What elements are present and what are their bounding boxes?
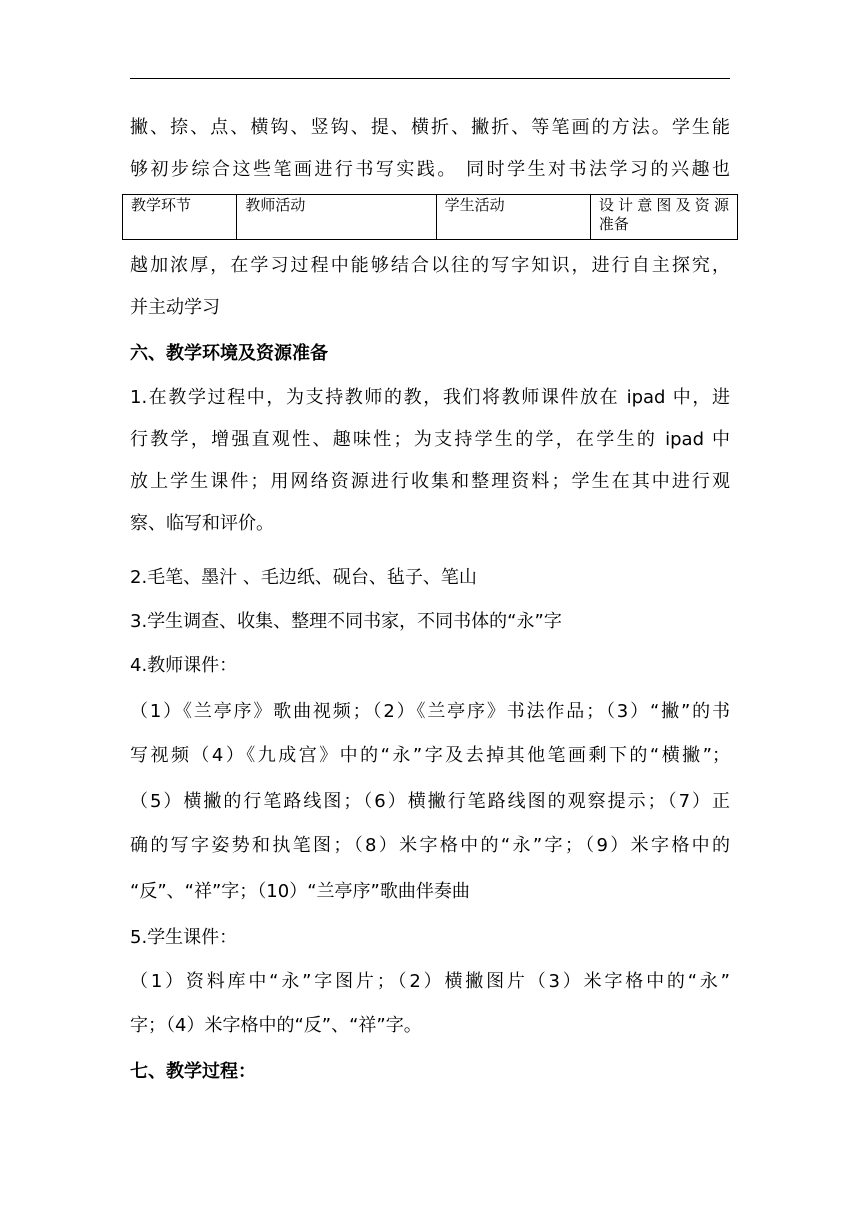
paragraph-line: 确的写字姿势和执笔图；（8）米字格中的“永”字；（9）米字格中的: [130, 835, 730, 856]
paragraph-line: 察、临写和评价。: [130, 513, 274, 534]
paragraph-line: 1.在教学过程中，为支持教师的教，我们将教师课件放在 ipad 中，进: [130, 387, 730, 408]
table-header-cell: 教师活动: [237, 195, 436, 240]
section-heading: 六、教学环境及资源准备: [130, 343, 328, 364]
table-header-text: 准备: [598, 215, 629, 233]
paragraph-line: “反”、“祥”字；（10）“兰亭序”歌曲伴奏曲: [130, 881, 470, 902]
lesson-plan-table: [122, 194, 738, 240]
paragraph-line: 并主动学习: [130, 297, 220, 318]
header-rule: [130, 78, 730, 79]
section-heading: 七、教学过程：: [130, 1061, 256, 1082]
list-item: 2.毛笔、墨汁 、毛边纸、砚台、毡子、笔山: [130, 567, 477, 588]
table-header-cell: 学生活动: [436, 195, 590, 240]
list-item: 3.学生调查、收集、整理不同书家，不同书体的“永”字: [130, 611, 562, 632]
table-header-text: 设计意图及资源: [598, 196, 729, 214]
paragraph-line: （1）《兰亭序》歌曲视频；（2）《兰亭序》书法作品；（3）“撇”的书: [130, 701, 730, 722]
table-header-cell: [590, 195, 737, 240]
paragraph-line: 够初步综合这些笔画进行书写实践。 同时学生对书法学习的兴趣也: [130, 159, 730, 180]
paragraph-line: 放上学生课件；用网络资源进行收集和整理资料；学生在其中进行观: [130, 471, 730, 492]
paragraph-line: （1）资料库中“永”字图片；（2）横撇图片（3）米字格中的“永”: [130, 971, 730, 992]
paragraph-line: 字；（4）米字格中的“反”、“祥”字。: [130, 1015, 422, 1036]
paragraph-line: （5）横撇的行笔路线图；（6）横撇行笔路线图的观察提示；（7）正: [130, 791, 730, 812]
paragraph-line: 写视频（4）《九成宫》中的“永”字及去掉其他笔画剩下的“横撇”；: [130, 745, 730, 766]
paragraph-line: 越加浓厚，在学习过程中能够结合以往的写字知识，进行自主探究，: [130, 255, 730, 276]
paragraph-line: 撇、捺、点、横钩、竖钩、提、横折、撇折、等笔画的方法。学生能: [130, 117, 730, 138]
list-item: 5.学生课件：: [130, 927, 238, 948]
table-header-row: [123, 195, 738, 240]
paragraph-line: 行教学，增强直观性、趣味性；为支持学生的学，在学生的 ipad 中: [130, 429, 730, 450]
table-header-cell: 教学环节: [123, 195, 237, 240]
list-item: 4.教师课件：: [130, 655, 238, 676]
